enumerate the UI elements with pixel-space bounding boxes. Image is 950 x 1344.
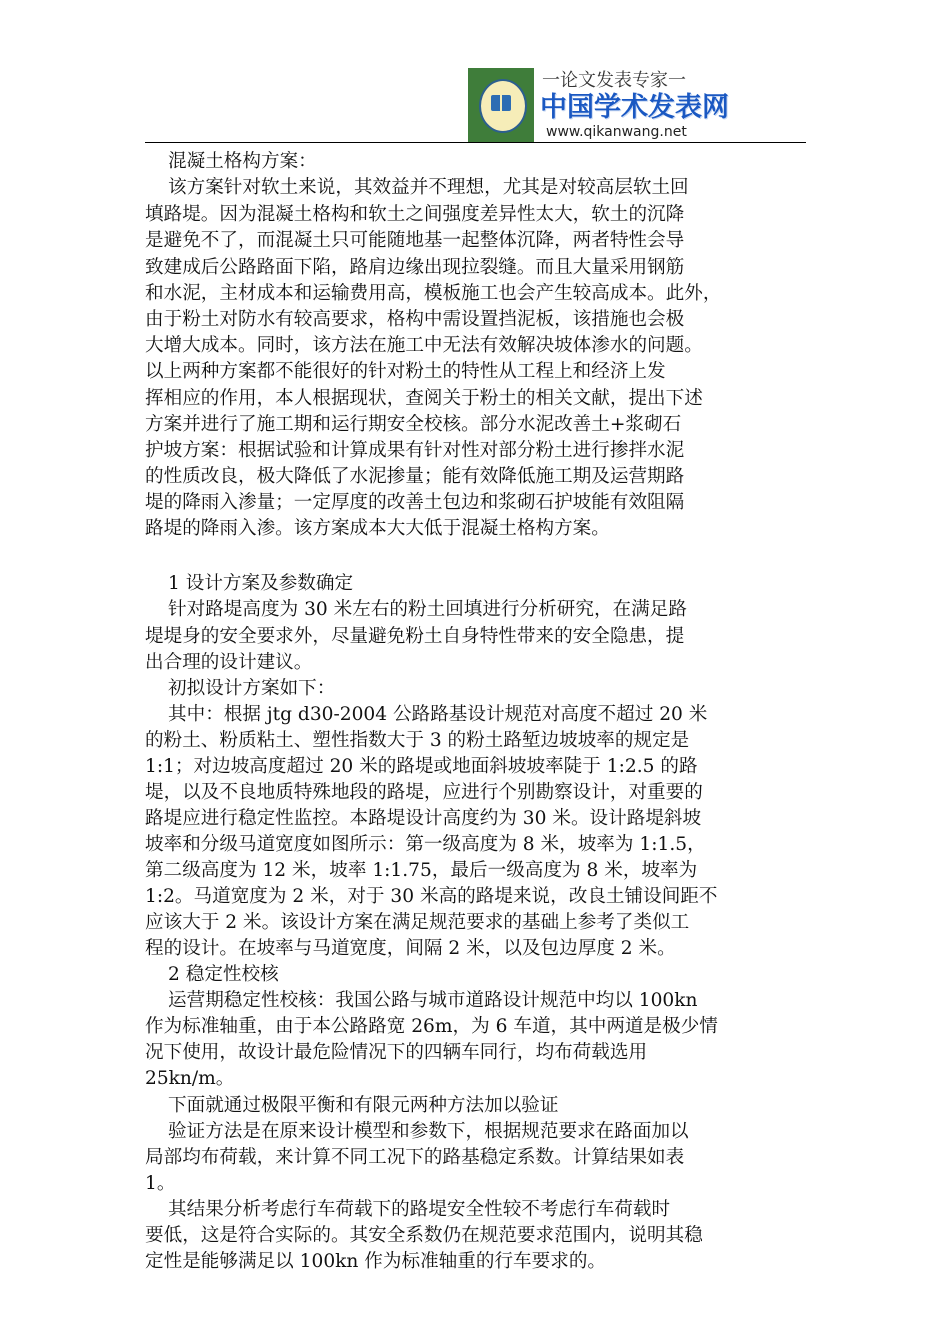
header-divider (145, 142, 806, 143)
text-line: 路堤的降雨入渗。该方案成本大大低于混凝土格构方案。 (145, 518, 610, 539)
text-line: 初拟设计方案如下： (168, 678, 336, 699)
section-heading: 2 稳定性校核 (168, 964, 279, 985)
text-line: 大增大成本。同时，该方法在施工中无法有效解决坡体渗水的问题。 (145, 335, 703, 356)
text-line: 堤的降雨入渗量；一定厚度的改善土包边和浆砌石护坡能有效阻隔 (145, 492, 685, 513)
text-line: 其中：根据 jtg d30-2004 公路路基设计规范对高度不超过 20 米 (168, 704, 708, 725)
logo-brand: 中国学术发表网 (540, 92, 729, 123)
text-line: 第二级高度为 12 米，坡率 1:1.75，最后一级高度为 8 米，坡率为 (145, 860, 698, 881)
text-line: 定性是能够满足以 100kn 作为标准轴重的行车要求的。 (145, 1251, 607, 1272)
text-line: 坡率和分级马道宽度如图所示：第一级高度为 8 米，坡率为 1:1.5， (145, 834, 706, 855)
site-logo[interactable] (468, 68, 729, 142)
text-line: 要低，这是符合实际的。其安全系数仍在规范要求范围内，说明其稳 (145, 1225, 703, 1246)
text-line: 出合理的设计建议。 (145, 652, 313, 673)
text-line: 1。 (145, 1173, 176, 1194)
text-line: 应该大于 2 米。该设计方案在满足规范要求的基础上参考了类似工 (145, 912, 690, 933)
text-line: 程的设计。在坡率与马道宽度，间隔 2 米，以及包边厚度 2 米。 (145, 938, 676, 959)
text-line: 以上两种方案都不能很好的针对粉土的特性从工程上和经济上发 (145, 361, 666, 382)
text-line: 致建成后公路路面下陷，路肩边缘出现拉裂缝。而且大量采用钢筋 (145, 257, 685, 278)
text-line: 护坡方案：根据试验和计算成果有针对性对部分粉土进行掺拌水泥 (145, 440, 685, 461)
book-icon (491, 95, 511, 111)
text-line: 该方案针对软土来说，其效益并不理想，尤其是对较高层软土回 (168, 177, 689, 198)
text-line: 况下使用，故设计最危险情况下的四辆车同行，均布荷载选用 (145, 1042, 648, 1063)
text-line: 填路堤。因为混凝土格构和软土之间强度差异性太大，软土的沉降 (145, 204, 685, 225)
text-line: 的粉土、粉质粘土、塑性指数大于 3 的粉土路堑边坡坡率的规定是 (145, 730, 690, 751)
text-line: 运营期稳定性校核：我国公路与城市道路设计规范中均以 100kn (168, 990, 698, 1011)
emblem-icon (468, 68, 534, 142)
logo-url: www.qikanwang.net (546, 124, 687, 140)
text-line: 的性质改良，极大降低了水泥掺量；能有效降低施工期及运营期路 (145, 466, 685, 487)
text-line: 方案并进行了施工期和运行期安全校核。部分水泥改善土+浆砌石 (145, 414, 682, 435)
text-line: 针对路堤高度为 30 米左右的粉土回填进行分析研究，在满足路 (168, 599, 687, 620)
text-line: 混凝土格构方案： (168, 151, 317, 172)
section-heading: 1 设计方案及参数确定 (168, 573, 354, 594)
logo-tagline: 一论文发表专家一 (542, 70, 686, 91)
text-line: 挥相应的作用，本人根据现状，查阅关于粉土的相关文献，提出下述 (145, 388, 703, 409)
text-line: 1:1；对边坡高度超过 20 米的路堤或地面斜坡坡率陡于 1:2.5 的路 (145, 756, 698, 777)
text-line: 由于粉土对防水有较高要求，格构中需设置挡泥板，该措施也会极 (145, 309, 685, 330)
text-line: 和水泥，主材成本和运输费用高，模板施工也会产生较高成本。此外， (145, 283, 722, 304)
text-line: 其结果分析考虑行车荷载下的路堤安全性较不考虑行车荷载时 (168, 1199, 671, 1220)
text-line: 作为标准轴重，由于本公路路宽 26m，为 6 车道，其中两道是极少情 (145, 1016, 718, 1037)
text-line: 堤，以及不良地质特殊地段的路堤，应进行个别勘察设计，对重要的 (145, 782, 703, 803)
text-line: 堤堤身的安全要求外，尽量避免粉土自身特性带来的安全隐患，提 (145, 626, 685, 647)
text-line: 下面就通过极限平衡和有限元两种方法加以验证 (168, 1095, 559, 1116)
text-line: 25kn/m。 (145, 1068, 235, 1089)
text-line: 验证方法是在原来设计模型和参数下，根据规范要求在路面加以 (168, 1121, 689, 1142)
text-line: 路堤应进行稳定性监控。本路堤设计高度约为 30 米。设计路堤斜坡 (145, 808, 702, 829)
text-line: 1:2。马道宽度为 2 米，对于 30 米高的路堤来说，改良土铺设间距不 (145, 886, 718, 907)
text-line: 是避免不了，而混凝土只可能随地基一起整体沉降，两者特性会导 (145, 230, 685, 251)
text-line: 局部均布荷载，来计算不同工况下的路基稳定系数。计算结果如表 (145, 1147, 685, 1168)
